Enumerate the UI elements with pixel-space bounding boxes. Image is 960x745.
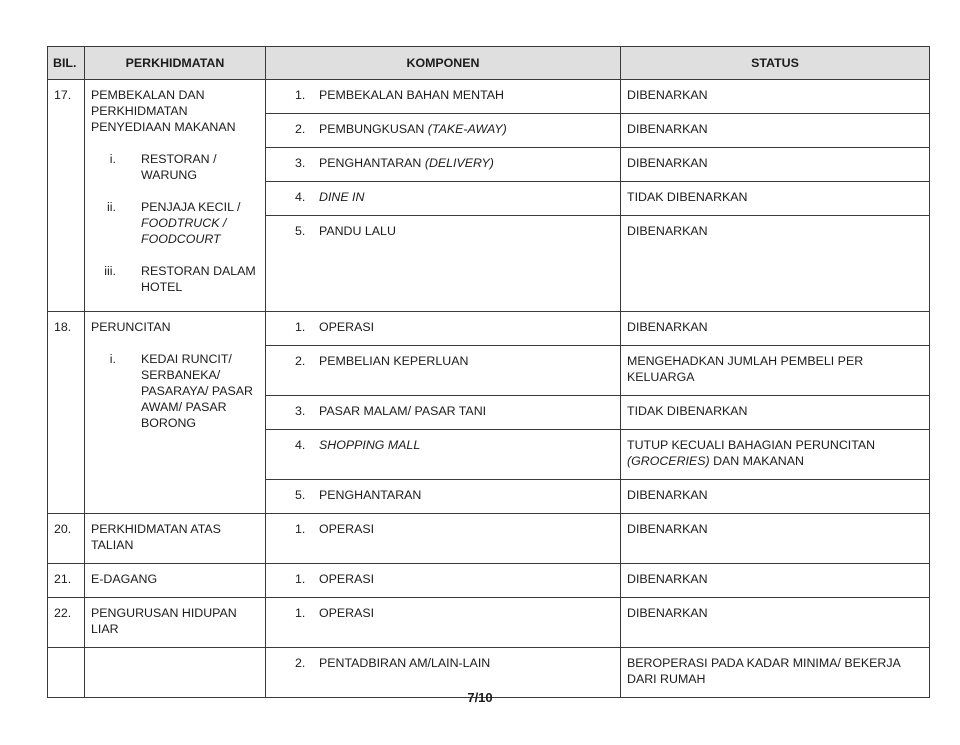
services-table bbox=[47, 46, 930, 698]
sub-item bbox=[91, 263, 259, 295]
status-cell: DIBENARKAN bbox=[621, 216, 930, 312]
status-cell: MENGEHADKAN JUMLAH PEMBELI PER KELUARGA bbox=[621, 346, 930, 396]
page-number: 7/10 bbox=[467, 690, 493, 705]
table-row bbox=[48, 312, 930, 346]
component-cell: 1. PEMBEKALAN BAHAN MENTAH bbox=[266, 80, 621, 114]
sub-num: ii. bbox=[107, 200, 116, 214]
header-perkhidmatan: PERKHIDMATAN bbox=[85, 47, 266, 80]
component-cell: 2. PEMBELIAN KEPERLUAN bbox=[266, 346, 621, 396]
component-cell: 1. OPERASI bbox=[266, 598, 621, 648]
component-cell: 2. PEMBUNGKUSAN (TAKE-AWAY) bbox=[266, 114, 621, 148]
sub-text: PENJAJA KECIL / FOODTRUCK / FOODCOURT bbox=[141, 200, 241, 246]
status-cell: BEROPERASI PADA KADAR MINIMA/ BEKERJA DARI RUMAH bbox=[621, 648, 930, 698]
header-row bbox=[48, 47, 930, 80]
status-cell: DIBENARKAN bbox=[621, 598, 930, 648]
status-cell: TIDAK DIBENARKAN bbox=[621, 182, 930, 216]
bil-cell: 17. bbox=[48, 80, 85, 312]
header-komponen: KOMPONEN bbox=[266, 47, 621, 80]
component-cell: 3. PASAR MALAM/ PASAR TANI bbox=[266, 396, 621, 430]
status-cell: DIBENARKAN bbox=[621, 312, 930, 346]
sub-text: RESTORAN DALAM HOTEL bbox=[141, 264, 256, 294]
status-cell: DIBENARKAN bbox=[621, 80, 930, 114]
table-row bbox=[48, 564, 930, 598]
service-title: PEMBEKALAN DAN PERKHIDMATAN PENYEDIAAN MAKANAN bbox=[91, 88, 236, 134]
sub-text: KEDAI RUNCIT/ SERBANEKA/ PASARAYA/ PASAR AWAM/ PASAR BORONG bbox=[141, 352, 254, 430]
status-cell: DIBENARKAN bbox=[621, 514, 930, 564]
status-cell: DIBENARKAN bbox=[621, 480, 930, 514]
table-row bbox=[48, 80, 930, 114]
component-cell: 1. OPERASI bbox=[266, 564, 621, 598]
sub-num: i. bbox=[109, 352, 116, 366]
sub-item bbox=[91, 151, 259, 183]
component-cell: 2. PENTADBIRAN AM/LAIN-LAIN bbox=[266, 648, 621, 698]
sub-item bbox=[91, 199, 259, 247]
component-cell: 1. OPERASI bbox=[266, 514, 621, 564]
service-cell: PENGURUSAN HIDUPAN LIAR bbox=[85, 598, 266, 648]
service-title: PERUNCITAN bbox=[91, 320, 171, 334]
service-cell: E-DAGANG bbox=[85, 564, 266, 598]
status-cell: DIBENARKAN bbox=[621, 564, 930, 598]
sub-num: i. bbox=[109, 152, 116, 166]
bil-cell: 18. bbox=[48, 312, 85, 514]
header-bil: BIL. bbox=[48, 47, 85, 80]
component-cell: 4. SHOPPING MALL bbox=[266, 430, 621, 480]
table-row bbox=[48, 598, 930, 648]
service-cell bbox=[85, 80, 266, 312]
component-cell: 5. PANDU LALU bbox=[266, 216, 621, 312]
bil-cell: 21. bbox=[48, 564, 85, 598]
table-row bbox=[48, 514, 930, 564]
status-cell: TUTUP KECUALI BAHAGIAN PERUNCITAN (GROCERIES) DAN MAKANAN bbox=[621, 430, 930, 480]
bil-cell: 22. bbox=[48, 598, 85, 648]
sub-item bbox=[91, 351, 259, 431]
service-cell: PERKHIDMATAN ATAS TALIAN bbox=[85, 514, 266, 564]
status-cell: TIDAK DIBENARKAN bbox=[621, 396, 930, 430]
component-cell: 1. OPERASI bbox=[266, 312, 621, 346]
header-status: STATUS bbox=[621, 47, 930, 80]
service-cell bbox=[85, 312, 266, 514]
sub-num: iii. bbox=[104, 264, 116, 278]
status-cell: DIBENARKAN bbox=[621, 148, 930, 182]
status-cell: DIBENARKAN bbox=[621, 114, 930, 148]
component-cell: 5. PENGHANTARAN bbox=[266, 480, 621, 514]
component-cell: 3. PENGHANTARAN (DELIVERY) bbox=[266, 148, 621, 182]
component-cell: 4. DINE IN bbox=[266, 182, 621, 216]
sub-text: RESTORAN / WARUNG bbox=[141, 152, 217, 182]
bil-cell: 20. bbox=[48, 514, 85, 564]
